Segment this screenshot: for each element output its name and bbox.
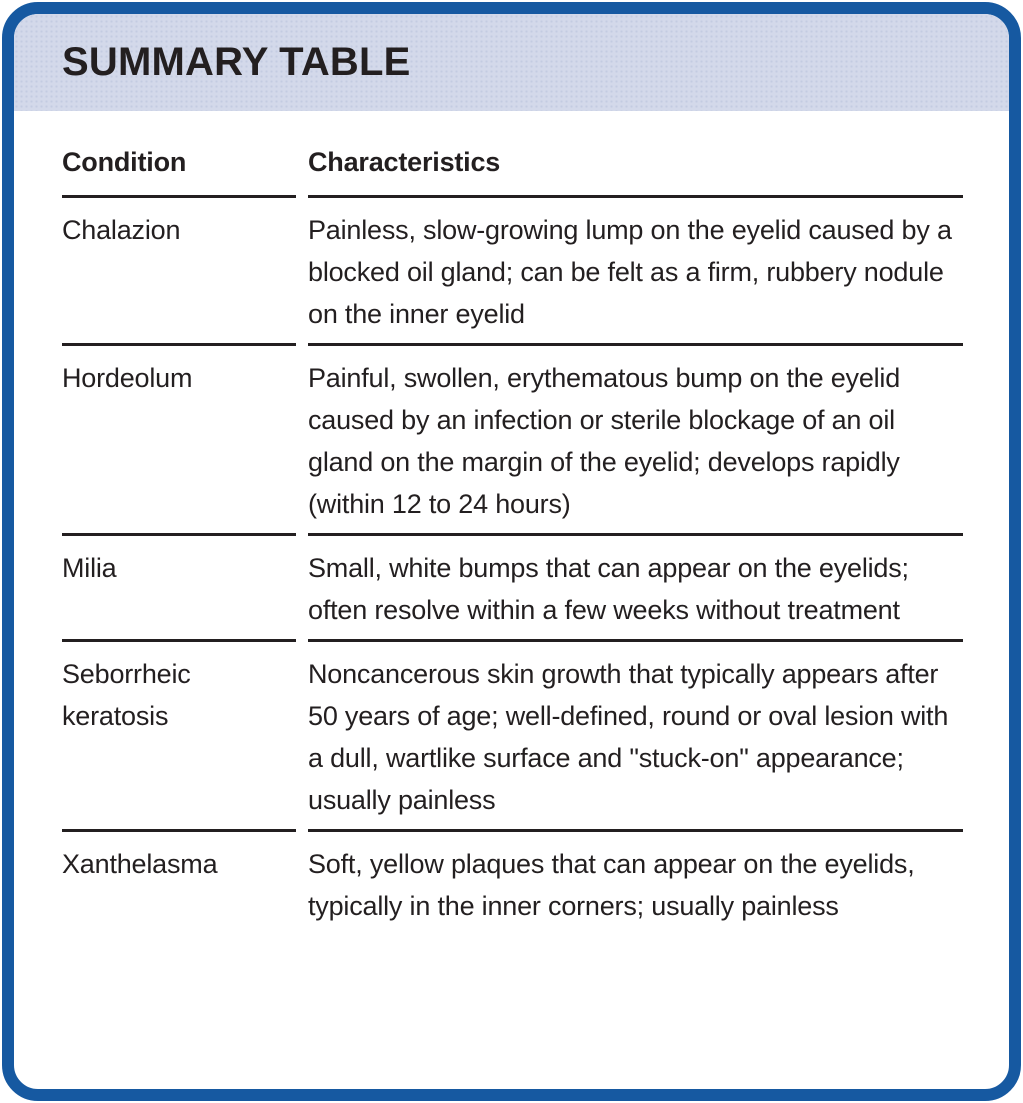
- characteristics-cell: Noncancerous skin growth that typically appears after 50 years of age; well-defined, round or oval lesion with a dull, wartlike surface and "stuck-on" appearance; usually painless: [308, 642, 963, 832]
- table-row-seborrheic-keratosis: [62, 642, 963, 832]
- table-row-hordeolum: [62, 346, 963, 536]
- characteristics-cell: Painful, swollen, erythematous bump on the eyelid caused by an infection or sterile blockage of an oil gland on the margin of the eyelid; develops rapidly (within 12 to 24 hours): [308, 346, 963, 536]
- characteristics-cell: Painless, slow-growing lump on the eyelid caused by a blocked oil gland; can be felt as a firm, rubbery nodule on the inner eyelid: [308, 198, 963, 346]
- table-row-chalazion: [62, 198, 963, 346]
- characteristics-cell: Small, white bumps that can appear on the eyelids; often resolve within a few weeks without treatment: [308, 536, 963, 642]
- column-header-characteristics: Characteristics: [308, 111, 963, 198]
- condition-cell: Milia: [62, 536, 296, 642]
- panel-header-band: [14, 14, 1009, 111]
- panel-title: SUMMARY TABLE: [62, 40, 411, 84]
- table-row-xanthelasma: [62, 832, 963, 935]
- conditions-table: [14, 111, 1009, 935]
- condition-cell: Chalazion: [62, 198, 296, 346]
- characteristics-cell: Soft, yellow plaques that can appear on the eyelids, typically in the inner corners; usually painless: [308, 849, 915, 921]
- condition-cell: Xanthelasma: [62, 849, 218, 879]
- summary-table-panel: [2, 2, 1021, 1101]
- condition-cell: Hordeolum: [62, 346, 296, 536]
- condition-cell: Seborrheic keratosis: [62, 642, 296, 832]
- table-header-row: [62, 111, 963, 198]
- table-row-milia: [62, 536, 963, 642]
- column-header-condition: Condition: [62, 111, 296, 198]
